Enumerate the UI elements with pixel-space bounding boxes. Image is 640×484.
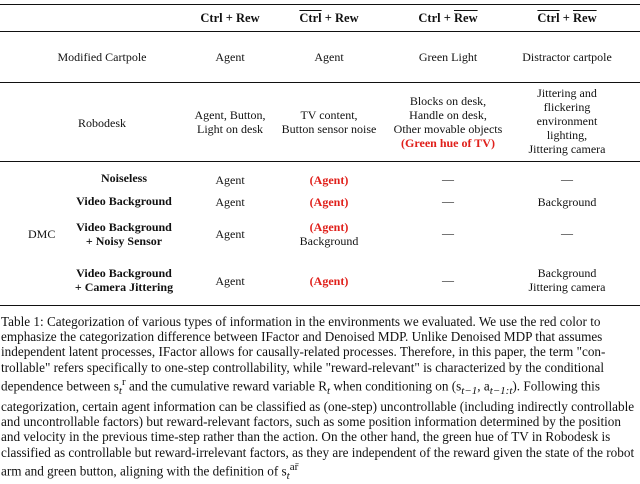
caption-line: and velocity in the previous time-step rather than the action. On the other hand, the green hue of TV in Robodesk is — [1, 429, 611, 445]
header-ctrl-notrew: Ctrl + $\overline{Rew}$ — [418, 11, 478, 25]
caption-line: dependence between $s_t^r$ and the cumulative reward variable $R_t$ when conditioning on ($s_{t-1}$, $a_{t-1:t}$). Following this — [1, 375, 600, 397]
dmc-jitter-ctrl-rew: Agent — [215, 274, 245, 288]
dmc-row-name-video-background: Video Background — [76, 194, 172, 208]
cartpole-notctrl-notrew: Distractor cartpole — [522, 50, 612, 64]
robodesk-rule — [0, 161, 640, 162]
dmc-noiseless-ctrl-notrew: — — [442, 172, 454, 186]
caption-line: arm and green button, aligning with the definition of $s_t^{ar̄}$ — [1, 460, 299, 482]
caption-line: and uncontrollable factors) but reward-relevant factors, such as some position information determined by the position — [1, 414, 621, 430]
caption-line: Table 1: Categorization of various types of information in the environments we evaluated. We use the red color to — [1, 314, 601, 329]
dmc-jitter-notctrl-rew: (Agent) — [309, 274, 349, 288]
dmc-noisy-notctrl-notrew: — — [561, 226, 573, 240]
dmc-noisy-notctrl-rew: (Agent) Background — [299, 220, 359, 248]
row-label-robodesk: Robodesk — [78, 116, 126, 130]
cartpole-ctrl-rew: Agent — [215, 50, 245, 64]
caption-line: emphasize the categorization difference between IFactor and Denoised MDP. Unlike Denoised MDP that assumes — [1, 329, 603, 345]
dmc-row-name-camera-jittering: Video Background + Camera Jittering — [74, 266, 174, 294]
cartpole-notctrl-rew: Agent — [314, 50, 344, 64]
dmc-video-ctrl-notrew: — — [442, 194, 454, 208]
dmc-noiseless-notctrl-rew: (Agent) — [309, 173, 349, 187]
robodesk-ctrl-notrew: Blocks on desk, Handle on desk, Other movable objects (Green hue of TV) — [393, 94, 503, 150]
dmc-noisy-ctrl-rew: Agent — [215, 227, 245, 241]
robodesk-notctrl-notrew: Jittering and flickering environment lighting, Jittering camera — [528, 86, 606, 156]
dmc-noisy-ctrl-notrew: — — [442, 226, 454, 240]
cartpole-rule — [0, 82, 640, 83]
row-label-cartpole: Modified Cartpole — [57, 50, 147, 64]
cartpole-ctrl-notrew: Green Light — [418, 50, 478, 64]
dmc-video-notctrl-rew: (Agent) — [309, 195, 349, 209]
table-caption — [1, 314, 640, 484]
header-notctrl-notrew: Ctrl + $\overline{Rew}$ — [537, 11, 597, 25]
caption-line: categorization, certain agent information can be classified as (one-step) uncontrollable (including indirectly controllable — [1, 399, 635, 415]
header-notctrl-rew: Ctrl + Rew — [299, 11, 359, 25]
dmc-jitter-ctrl-notrew: — — [442, 273, 454, 287]
dmc-video-ctrl-rew: Agent — [215, 195, 245, 209]
dmc-row-name-noisy-sensor: Video Background + Noisy Sensor — [76, 220, 172, 248]
caption-line: classified as controllable but reward-irrelevant factors, as they are independent of the reward given the state of the robot — [1, 444, 635, 460]
robodesk-notctrl-rew: TV content, Button sensor noise — [281, 108, 377, 136]
dmc-jitter-notctrl-notrew: Background Jittering camera — [528, 266, 606, 294]
dmc-video-notctrl-notrew: Background — [537, 195, 597, 209]
caption-line: trollable" refers specifically to one-step controllability, while "reward-relevant" is characterized by the conditional — [1, 359, 604, 375]
header-rule — [0, 31, 640, 32]
dmc-noiseless-notctrl-notrew: — — [561, 172, 573, 186]
robodesk-green-hue-highlight: (Green hue of TV) — [401, 136, 495, 150]
table-bottom-rule — [0, 305, 640, 306]
row-label-dmc: DMC — [28, 227, 56, 241]
robodesk-ctrl-rew: Agent, Button, Light on desk — [194, 108, 266, 136]
dmc-noiseless-ctrl-rew: Agent — [215, 173, 245, 187]
table-top-rule — [0, 4, 640, 5]
caption-line: independent latent processes, IFactor allows for causally-related processes. Therefore, in this paper, the term "con- — [1, 344, 606, 360]
header-ctrl-rew: Ctrl + Rew — [200, 11, 260, 25]
dmc-row-name-noiseless: Noiseless — [101, 171, 147, 185]
